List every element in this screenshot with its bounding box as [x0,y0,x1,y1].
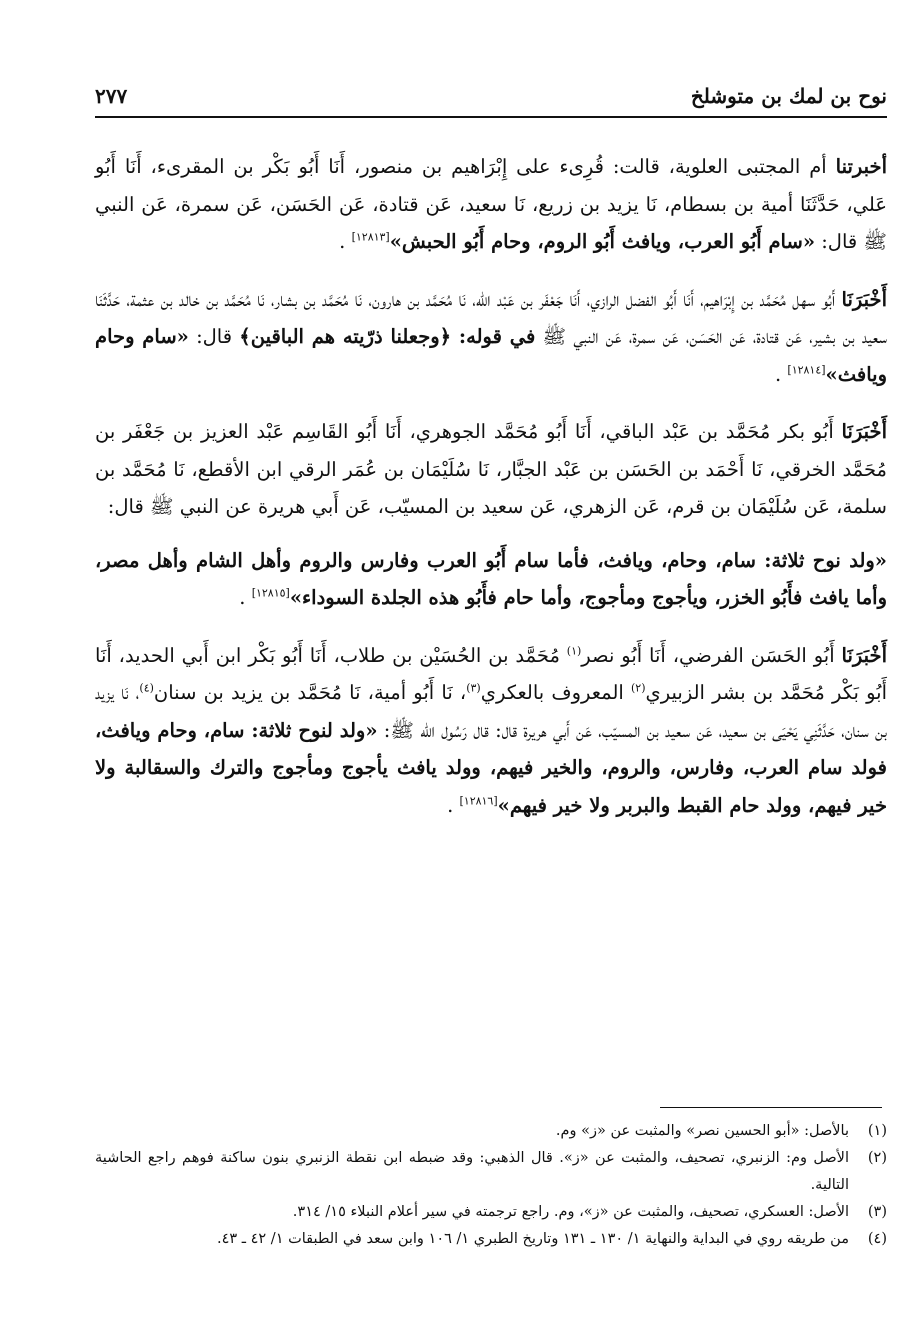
para-end: . [775,362,788,386]
hadith-paragraph-2 [95,281,887,394]
footnote-text: من طريقه روي في البداية والنهاية ١/ ١٣٠ ـ ١٣١ وتاريخ الطبري ١/ ١٠٦ وابن سعد في الطبقات ١/ ٤٢ ـ ٤٣. [216,1231,849,1247]
chain-text-a: أَبُو الحَسَن الفرضي، أَنَا أَبُو نصر [581,643,842,667]
footnote-number: (٣) [867,1204,887,1220]
chain-lead: أخبرتنا [835,155,887,178]
footnotes [95,1118,887,1253]
header-title: نوح بن لمك بن متوشلخ [690,84,887,108]
hadith-matn: «ولد نوح ثلاثة: سام، وحام، ويافث، فأما سام أَبُو العرب وفارس والروم وأهل الشام وأهل مصر، وأما يافث فأَبُو الخزر، ويأجوج ومأجوج، وأما حام فأَبُو هذه الجلدة السوداء» [95,548,887,609]
chain-text: أَبُو سهل مُحَمَّد بن إِبْرَاهيم، أَنَا أَبُو الفضل الرازي، أَنَا جَعْفَر بن عَبْد الله، نَا مُحَمَّد بن هارون، نَا مُحَمَّد بن بشار، نَا مُحَمَّد بن خالد بن عثمة، حَدَّثَنَا سعيد بن بشير، عَن قتادة، عَن الحَسَن، عَن سمرة، عَن النبي ﷺ [95,287,887,348]
hadith-matn: «ولد لنوح ثلاثة: سام، وحام ويافث، فولد سام العرب، وفارس، والروم، والخير فيهم، وولد يافث يأجوج ومأجوج والترك والسقالبة ولا خير فيهم، وولد حام القبط والبربر ولا خير فيهم» [95,718,887,817]
hadith-number: [١٢٨١٣] [351,230,390,244]
header-rule [95,116,887,118]
hadith-number: [١٢٨١٤] [787,363,826,376]
chain-text-e: ، نَا يزيد بن سنان، حَدَّثَنِي يَحْيَى بن سعيد، عَن سعيد بن المسيّب، عَن أَبي هريرة قال: قال رَسُول الله ﷺ: [95,681,887,742]
footnote-text: الأصل وم: الزنبري، تصحيف، والمثبت عن «ز». قال الذهبي: وقد ضبطه ابن نقطة الزنبري بنون ساكنة فوهم راجع الحاشية التالية. [95,1150,849,1193]
footnote-number: (٤) [867,1231,887,1247]
footnote-rule [660,1107,882,1108]
main-text [95,148,887,844]
chain-text-d: ، نَا أَبُو أمية، نَا مُحَمَّد بن يزيد بن سنان [153,681,467,704]
hadith-matn: «سام وحام ويافث» [95,325,887,386]
chain-text-b: مُحَمَّد بن الحُسَيْن بن طلاب، أَنَا أَبُو بَكْر ابن أَبي الحديد، أَنَا أَبُو بَكْر مُحَمَّد بن بشر الزبيري [95,643,888,704]
footnote-marker-1[interactable]: (١) [566,644,582,657]
page-number: ٢٧٧ [95,84,128,108]
chain-text: أَبُو بكر مُحَمَّد بن عَبْد الباقي، أَنَا أَبُو مُحَمَّد الجوهري، أَنَا أَبُو القَاسِم عَبْد العزيز بن جَعْفَر بن مُحَمَّد الخرقي، نَا أَحْمَد بن الحَسَن بن عَبْد الجبَّار، نَا سُلَيْمَان بن عُمَر الرقي ابن الأقطع، نَا مُحَمَّد بن سلمة، عَن سُلَيْمَان بن قرم، عَن الزهري، عَن سعيد بن المسيّب، عَن أَبي هريرة عن النبي ﷺ قال: [95,420,887,518]
para-end: . [339,230,352,253]
quran-quote: في قوله: ﴿وجعلنا ذرّيته هم الباقين﴾ [239,325,536,348]
chain-lead: أَخْبَرَنَا [841,287,887,311]
hadith-matn-paragraph [95,542,887,617]
footnote-4 [95,1226,887,1253]
running-header [95,68,887,108]
hadith-number: [١٢٨١٥] [251,586,290,600]
hadith-paragraph-3 [95,413,887,526]
footnote-marker-4[interactable]: (٤) [139,681,154,695]
chain-text-2: قال: [188,325,240,348]
chain-text: أم المجتبى العلوية، قالت: قُرِىء على إِبْرَاهيم بن منصور، أَنَا أَبُو بَكْر بن المقرىء، أَنَا أَبُو عَلي، حَدَّثَنَا أمية بن بسطام، نَا يزيد بن زريع، نَا سعيد، عَن قتادة، عَن الحَسَن، عَن سمرة، عَن النبي ﷺ قال: [95,155,887,253]
footnote-text: بالأصل: «أبو الحسين نصر» والمثبت عن «ز» وم. [555,1123,849,1139]
hadith-paragraph-1 [95,148,887,261]
footnote-number: (٢) [867,1150,887,1166]
footnote-2 [95,1145,887,1199]
footnote-number: (١) [867,1123,887,1139]
chain-lead: أَخْبَرَنَا [841,420,887,443]
footnote-3 [95,1199,887,1226]
para-end: . [447,793,460,817]
para-end: . [239,586,252,609]
hadith-matn: «سام أَبُو العرب، ويافث أَبُو الروم، وحام أَبُو الحبش» [389,230,816,253]
footnote-marker-3[interactable]: (٣) [466,681,481,695]
chain-text-c: المعروف بالعكري [480,681,631,704]
footnote-1 [95,1118,887,1145]
footnote-text: الأصل: العسكري، تصحيف، والمثبت عن «ز»، وم. راجع ترجمته في سير أعلام النبلاء ١٥/ ٣١٤. [292,1204,849,1220]
footnote-marker-2[interactable]: (٢) [630,681,646,695]
hadith-number: [١٢٨١٦] [459,794,498,807]
hadith-paragraph-4 [95,637,887,825]
chain-lead: أَخْبَرَنَا [841,643,887,667]
